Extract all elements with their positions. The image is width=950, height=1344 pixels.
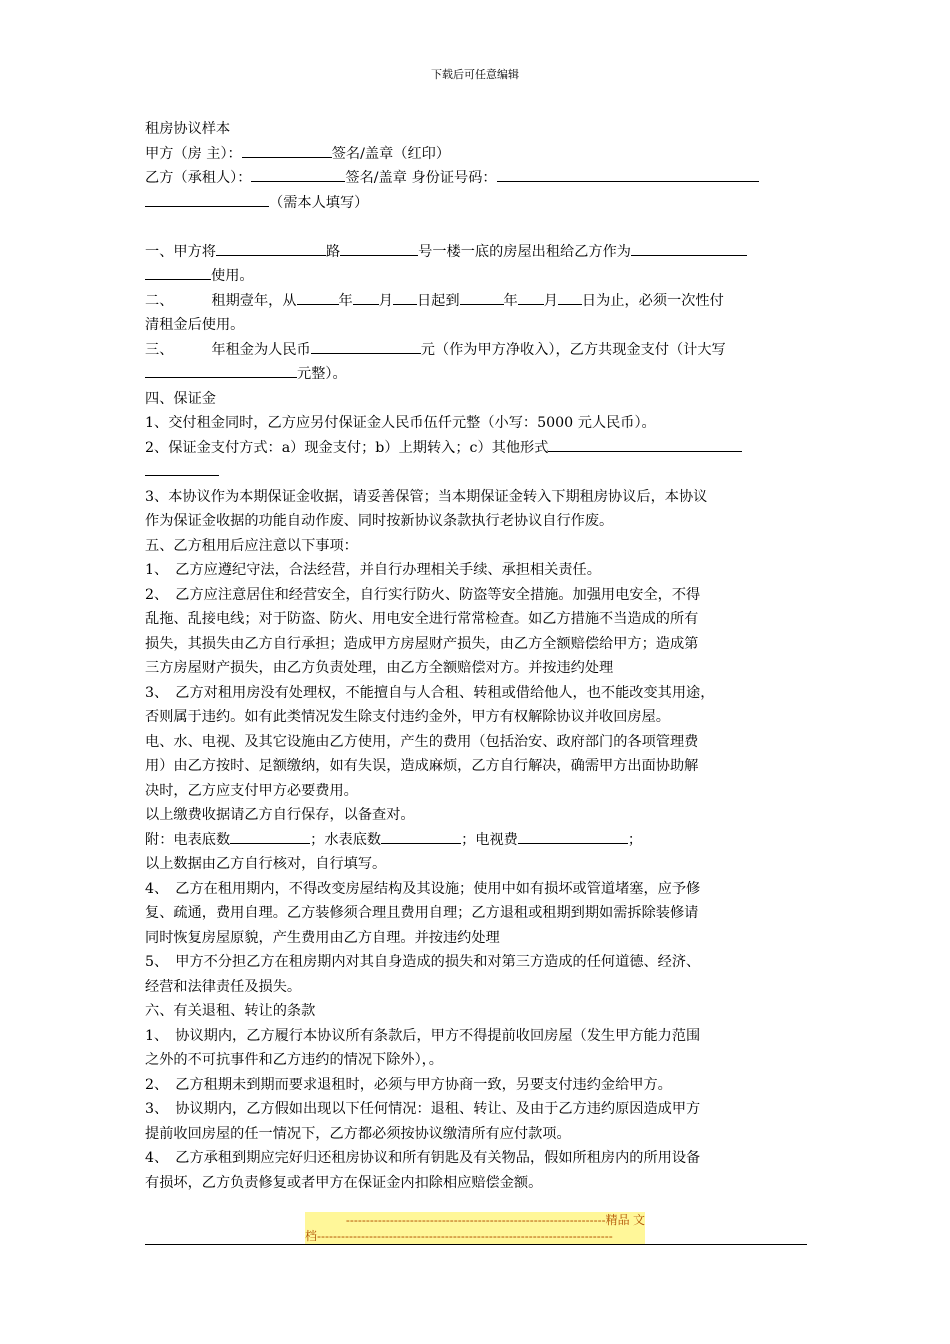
clause-5-eb: 用）由乙方按时、足额缴纳，如有失误，造成麻烦，乙方自行解决，确需甲方出面协助解 <box>145 758 699 774</box>
clause-6-4a: 4、 乙方承租到期应完好归还租房协议和所有钥匙及有关物品，假如所租房内的所用设备 <box>145 1150 701 1166</box>
clause-5-5b: 经营和法律责任及损失。 <box>145 978 302 995</box>
clause-5-3a: 3、 乙方对租用房没有处理权，不能擅自与人合租、转租或借给他人，也不能改变其用途， <box>145 684 715 701</box>
blank-field <box>242 142 332 158</box>
clause-2-line-2: 清租金后使用。 <box>145 317 245 333</box>
clause-4-heading: 四、保证金 <box>145 390 216 407</box>
blank-field <box>251 166 345 182</box>
clause-5-3b: 否则属于违约。如有此类情况发生除支付违约金外，甲方有权解除协议并收回房屋。 <box>145 709 670 725</box>
party-b-line: 乙方（承租人）： 签名/盖章 身份证号码： <box>145 166 810 191</box>
clause-5-h: 以上数据由乙方自行核对，自行填写。 <box>145 856 387 872</box>
blank-field <box>297 289 339 305</box>
clause-1-line-1: 一、甲方将 路 号一楼一底的房屋出租给乙方作为 <box>145 240 810 265</box>
blank-field <box>145 264 211 280</box>
blank-field <box>311 338 421 354</box>
blank-field <box>145 191 269 207</box>
blank-field <box>393 289 417 305</box>
blank-field <box>558 289 582 305</box>
clause-5-2c: 损失，其损失由乙方自行承担；造成甲方房屋财产损失，由乙方全额赔偿给甲方；造成第 <box>145 635 699 652</box>
clause-5-2a: 2、 乙方应注意居住和经营安全，自行实行防火、防盗等安全措施。加强用电安全，不得 <box>145 586 701 603</box>
blank-field <box>340 240 418 256</box>
clause-6-3b: 提前收回房屋的任一情况下，乙方都必须按协议缴清所有应付款项。 <box>145 1125 571 1142</box>
clause-5-1: 1、 乙方应遵纪守法，合法经营，并自行办理相关手续、承担相关责任。 <box>145 562 601 578</box>
clause-5-meters: 附：电表底数 ；水表底数 ；电视费 ； <box>145 828 810 853</box>
blank-field <box>381 828 461 844</box>
blank-field <box>497 166 759 182</box>
clause-5-5a: 5、 甲方不分担乙方在租房期内对其自身造成的损失和对第三方造成的任何道德、经济、 <box>145 954 701 970</box>
blank-field <box>230 828 310 844</box>
clause-3-line-1: 三、 年租金为人民币 元（作为甲方净收入），乙方共现金支付（计大写 <box>145 338 810 363</box>
blank-field <box>518 289 544 305</box>
blank-field <box>216 240 326 256</box>
clause-5-4a: 4、 乙方在租用期内，不得改变房屋结构及其设施；使用中如有损坏或管道堵塞，应予修 <box>145 880 701 897</box>
clause-6-1b: 之外的不可抗事件和乙方违约的情况下除外），。 <box>145 1052 443 1068</box>
clause-6-2: 2、 乙方租期未到期而要求退租时，必须与甲方协商一致，另要支付违约金给甲方。 <box>145 1076 672 1093</box>
party-b-line-2: （需本人填写） <box>145 191 810 216</box>
footer-rule <box>145 1244 807 1245</box>
footer-line-1: -----------------------------------------------------------------精品 文 <box>345 1213 645 1227</box>
clause-6-3a: 3、 协议期内，乙方假如出现以下任何情况：退租、转让、及由于乙方违约原因造成甲方 <box>145 1101 701 1117</box>
blank-field <box>548 436 742 452</box>
blank-field <box>145 362 297 378</box>
clause-5-2b: 乱拖、乱接电线；对于防盗、防火、用电安全进行常常检查。如乙方措施不当造成的所有 <box>145 611 699 627</box>
clause-5-ec: 决时，乙方应支付甲方必要费用。 <box>145 782 358 799</box>
clause-5-4b: 复、疏通，费用自理。乙方装修须合理且费用自理；乙方退租或租期到期如需拆除装修请 <box>145 905 699 921</box>
party-a-line: 甲方（房 主）： 签名/盖章（红印） <box>145 142 810 167</box>
page-header: 下载后可任意编辑 <box>431 68 519 81</box>
clause-4-1: 1、交付租金同时，乙方应另付保证金人民币伍仟元整（小写：5000 元人民币）。 <box>145 415 656 431</box>
clause-6-1a: 1、 协议期内，乙方履行本协议所有条款后，甲方不得提前收回房屋（发生甲方能力范围 <box>145 1027 701 1044</box>
clause-5-2d: 三方房屋财产损失，由乙方负责处理，由乙方全额赔偿对方。并按违约处理 <box>145 660 614 676</box>
clause-1-line-2: 使用。 <box>145 264 810 289</box>
footer-watermark <box>305 1212 645 1244</box>
clause-5-ea: 电、水、电视、及其它设施由乙方使用，产生的费用（包括治安、政府部门的各项管理费 <box>145 733 699 750</box>
document-body <box>145 117 810 1195</box>
blank-field <box>460 289 504 305</box>
clause-4-3a: 3、本协议作为本期保证金收据，请妥善保管；当本期保证金转入下期租房协议后，本协议 <box>145 488 708 505</box>
clause-6-heading: 六、有关退租、转让的条款 <box>145 1003 316 1019</box>
footer-line-2: 档-------------------------------------------------------------------------- <box>305 1229 613 1243</box>
blank-field <box>631 240 747 256</box>
clause-4-3b: 作为保证金收据的功能自动作废、同时按新协议条款执行老协议自行作废。 <box>145 513 614 529</box>
clause-2-line-1: 二、 租期壹年，从 年 月 日起到 年 月 日为止，必须一次性付 <box>145 289 810 314</box>
doc-title: 租房协议样本 <box>145 121 231 137</box>
clause-4-2: 2、保证金支付方式：a）现金支付；b）上期转入；c）其他形式 <box>145 436 810 461</box>
clause-5-4c: 同时恢复房屋原貌，产生费用由乙方自理。并按违约处理 <box>145 929 500 946</box>
blank-field <box>353 289 379 305</box>
clause-6-4b: 有损坏，乙方负责修复或者甲方在保证金内扣除相应赔偿金额。 <box>145 1174 543 1191</box>
blank-field <box>145 460 219 476</box>
clause-3-line-2: 元整）。 <box>145 362 810 387</box>
clause-5-f: 以上缴费收据请乙方自行保存，以备查对。 <box>145 807 415 823</box>
clause-5-heading: 五、乙方租用后应注意以下事项： <box>145 537 358 554</box>
blank-field <box>518 828 628 844</box>
clause-4-2-cont <box>145 460 810 485</box>
